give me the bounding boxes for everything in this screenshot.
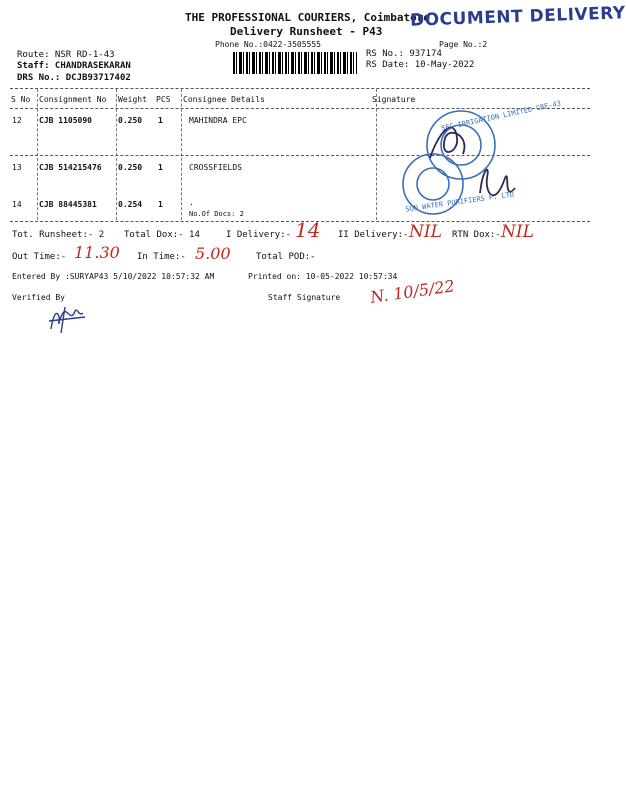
out-time-value: 11.30 bbox=[74, 243, 120, 262]
row-weight: 0.250 bbox=[118, 163, 143, 172]
staff-name: Staff: CHANDRASEKARAN bbox=[17, 61, 131, 71]
rs-number: RS No.: 937174 bbox=[366, 49, 442, 59]
row-consignment: CJB 514215476 bbox=[39, 163, 102, 172]
staff-signature-label: Staff Signature bbox=[268, 293, 341, 302]
document-title: Delivery Runsheet - P43 bbox=[230, 25, 383, 38]
total-dox: Total Dox:- 14 bbox=[124, 230, 200, 240]
tot-runsheet: Tot. Runsheet:- 2 bbox=[12, 230, 105, 240]
row-consignee: MAHINDRA EPC bbox=[189, 116, 247, 125]
seal-text: SEC-IRRIGATION LIMITED CBE-43 bbox=[440, 99, 562, 133]
entered-by: Entered By :SURYAP43 5/10/2022 10:57:32 AM bbox=[12, 272, 215, 281]
company-name: THE PROFESSIONAL COURIERS, Coimbatore bbox=[185, 11, 431, 24]
row-pcs: 1 bbox=[158, 200, 163, 209]
row-consignment: CJB 88445381 bbox=[39, 200, 97, 209]
col-consignee: Consignee Details bbox=[183, 95, 265, 104]
rtn-dox-label: RTN Dox:- bbox=[452, 230, 501, 240]
no-of-docs: No.Of Docs: 2 bbox=[189, 210, 244, 218]
rs-date: RS Date: 10-May-2022 bbox=[366, 60, 475, 70]
row-consignee: CROSSFIELDS bbox=[189, 163, 242, 172]
row-consignment: CJB 1105090 bbox=[39, 116, 92, 125]
page-number: Page No.:2 bbox=[439, 40, 488, 49]
phone-number: Phone No.:0422-3505555 bbox=[215, 40, 321, 49]
col-consignment: Consignment No bbox=[39, 95, 107, 104]
seal-text: SUN WATER PURIFIERS P. LTD bbox=[404, 190, 515, 214]
printed-on: Printed on: 10-05-2022 10:57:34 bbox=[248, 272, 398, 281]
divider bbox=[10, 88, 590, 89]
drs-number: DRS No.: DCJB93717402 bbox=[17, 73, 131, 83]
col-weight: Weight bbox=[118, 95, 147, 104]
row-weight: 0.254 bbox=[118, 200, 143, 209]
verifier-signature bbox=[45, 303, 90, 335]
i-delivery-label: I Delivery:- bbox=[226, 230, 292, 240]
rtn-dox-value: NIL bbox=[501, 222, 534, 242]
row-sno: 13 bbox=[12, 163, 22, 172]
col-sno: S No bbox=[11, 95, 31, 104]
row-sno: 12 bbox=[12, 116, 22, 125]
col-signature: Signature bbox=[372, 95, 416, 104]
row-sno: 14 bbox=[12, 200, 22, 209]
ii-delivery-label: II Delivery:- bbox=[338, 230, 409, 240]
row-weight: 0.250 bbox=[118, 116, 143, 125]
row-pcs: 1 bbox=[158, 116, 163, 125]
in-time-label: In Time:- bbox=[137, 252, 186, 262]
col-pcs: PCS bbox=[156, 95, 171, 104]
barcode bbox=[233, 52, 357, 74]
in-time-value: 5.00 bbox=[195, 244, 231, 263]
route: Route: NSR RD-1-43 bbox=[17, 50, 115, 60]
verified-by: Verified By bbox=[12, 293, 65, 302]
ii-delivery-value: NIL bbox=[409, 222, 442, 242]
document-delivery-stamp: DOCUMENT DELIVERY bbox=[409, 3, 626, 31]
row-consignee: . bbox=[189, 198, 194, 207]
total-pod: Total POD:- bbox=[256, 252, 316, 262]
handwritten-date: N. 10/5/22 bbox=[369, 276, 456, 307]
row-pcs: 1 bbox=[158, 163, 163, 172]
i-delivery-value: 14 bbox=[295, 218, 321, 242]
out-time-label: Out Time:- bbox=[12, 252, 67, 262]
